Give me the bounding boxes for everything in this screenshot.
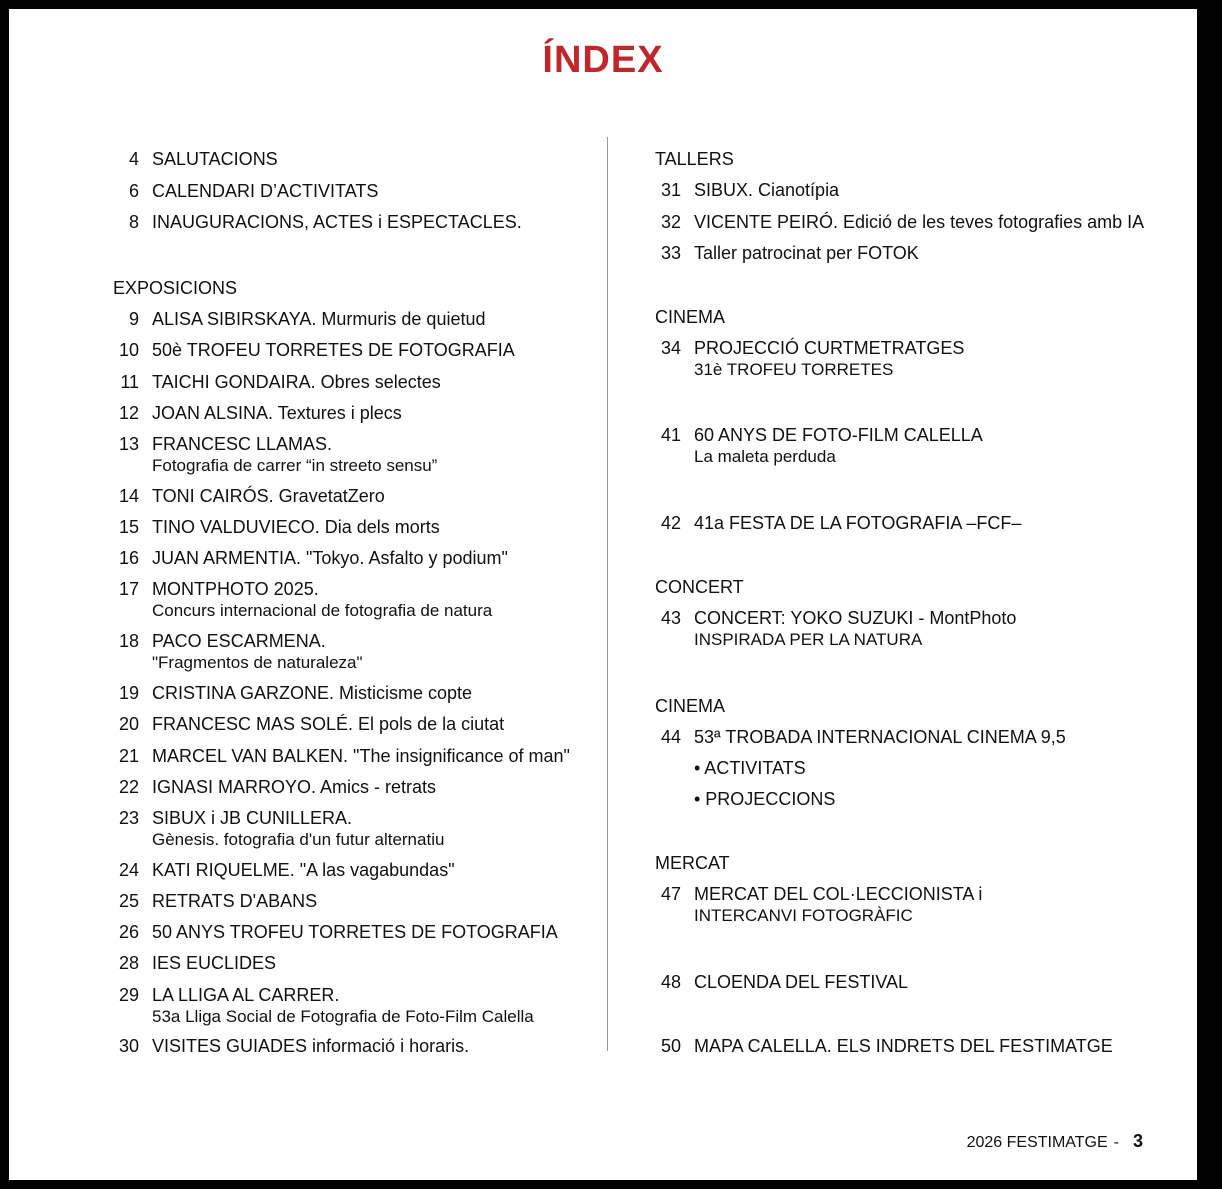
- entry-title: TAICHI GONDAIRA. Obres selectes: [152, 372, 441, 392]
- page-ref-number: 43: [660, 608, 681, 628]
- entry-title: VICENTE PEIRÓ. Edició de les teves fotografies amb IA: [694, 212, 1145, 232]
- page-ref-number: 10: [118, 340, 139, 360]
- section-heading-tallers: TALLERS: [655, 149, 734, 169]
- entry-title: MAPA CALELLA. ELS INDRETS DEL FESTIMATGE: [694, 1036, 1113, 1056]
- page-ref-number: 23: [118, 808, 139, 828]
- page-ref-number: 50: [660, 1036, 681, 1056]
- entry-title: INAUGURACIONS, ACTES i ESPECTACLES.: [152, 212, 522, 232]
- section-heading-mercat: MERCAT: [655, 853, 730, 873]
- entry-title: Taller patrocinat per FOTOK: [694, 243, 919, 263]
- page-ref-number: 18: [118, 631, 139, 651]
- entry-title: JUAN ARMENTIA. "Tokyo. Asfalto y podium": [152, 548, 508, 568]
- page-ref-number: 16: [118, 548, 139, 568]
- entry-subtitle: Gènesis. fotografia d'un futur alternatiu: [152, 830, 445, 849]
- entry-title: SIBUX i JB CUNILLERA.: [152, 808, 353, 828]
- page-number: 3: [1132, 1131, 1143, 1151]
- entry-title: IES EUCLIDES: [152, 953, 277, 973]
- page-ref-number: 24: [118, 860, 139, 880]
- entry-title: FRANCESC MAS SOLÉ. El pols de la ciutat: [152, 714, 505, 734]
- entry-title: MERCAT DEL COL·LECCIONISTA i: [694, 884, 983, 904]
- entry-title: 50è TROFEU TORRETES DE FOTOGRAFIA: [152, 340, 515, 360]
- page-ref-number: 21: [118, 746, 139, 766]
- bullet-item: • ACTIVITATS: [694, 758, 806, 778]
- page-ref-number: 25: [118, 891, 139, 911]
- page-ref-number: 14: [118, 486, 139, 506]
- entry-title: KATI RIQUELME. "A las vagabundas": [152, 860, 455, 880]
- entry-title: 50 ANYS TROFEU TORRETES DE FOTOGRAFIA: [152, 922, 558, 942]
- entry-title: ALISA SIBIRSKAYA. Murmuris de quietud: [152, 309, 486, 329]
- page-ref-number: 32: [660, 212, 681, 232]
- entry-title: FRANCESC LLAMAS.: [152, 434, 333, 454]
- entry-title: TINO VALDUVIECO. Dia dels morts: [152, 517, 440, 537]
- entry-title: PROJECCIÓ CURTMETRATGES: [694, 338, 965, 358]
- entry-title: SALUTACIONS: [152, 149, 278, 169]
- page-ref-number: 12: [118, 403, 139, 423]
- entry-title: SIBUX. Cianotípia: [694, 180, 840, 200]
- bullet-item: • PROJECCIONS: [694, 789, 836, 809]
- page-ref-number: 41: [660, 425, 681, 445]
- entry-title: MARCEL VAN BALKEN. "The insignificance of man": [152, 746, 570, 766]
- footer-separator: -: [1113, 1134, 1119, 1151]
- page-ref-number: 9: [128, 309, 139, 329]
- entry-title: CALENDARI D’ACTIVITATS: [152, 181, 379, 201]
- entry-subtitle: "Fragmentos de naturaleza": [152, 653, 363, 672]
- page-ref-number: 6: [128, 181, 139, 201]
- page-ref-number: 8: [128, 212, 139, 232]
- page-ref-number: 22: [118, 777, 139, 797]
- page-ref-number: 19: [118, 683, 139, 703]
- page-ref-number: 29: [118, 985, 139, 1005]
- page-ref-number: 44: [660, 727, 681, 747]
- page-ref-number: 31: [660, 180, 681, 200]
- entry-title: 41a FESTA DE LA FOTOGRAFIA –FCF–: [694, 513, 1022, 533]
- entry-title: CONCERT: YOKO SUZUKI - MontPhoto: [694, 608, 1017, 628]
- entry-title: 53ª TROBADA INTERNACIONAL CINEMA 9,5: [694, 727, 1066, 747]
- page-ref-number: 30: [118, 1036, 139, 1056]
- entry-subtitle: Fotografia de carrer “in streeto sensu”: [152, 456, 438, 475]
- footer-label: 2026 FESTIMATGE: [966, 1134, 1108, 1151]
- section-heading-cinema: CINEMA: [655, 307, 726, 327]
- entry-title: PACO ESCARMENA.: [152, 631, 326, 651]
- page-footer: [967, 1131, 1143, 1152]
- entry-title: RETRATS D'ABANS: [152, 891, 318, 911]
- entry-subtitle: INSPIRADA PER LA NATURA: [694, 630, 923, 649]
- entry-subtitle: 31è TROFEU TORRETES: [694, 360, 894, 379]
- entry-title: TONI CAIRÓS. GravetatZero: [152, 486, 385, 506]
- entry-subtitle: INTERCANVI FOTOGRÀFIC: [694, 906, 913, 925]
- entry-title: MONTPHOTO 2025.: [152, 579, 319, 599]
- section-heading-concert: CONCERT: [655, 577, 744, 597]
- page-ref-number: 4: [128, 149, 139, 169]
- entry-title: 60 ANYS DE FOTO-FILM CALELLA: [694, 425, 983, 445]
- section-heading-cinema-2: CINEMA: [655, 696, 726, 716]
- page-ref-number: 34: [660, 338, 681, 358]
- entry-subtitle: La maleta perduda: [694, 447, 836, 466]
- entry-subtitle: Concurs internacional de fotografia de natura: [152, 601, 493, 620]
- index-page: [9, 9, 1197, 1180]
- page-ref-number: 17: [118, 579, 139, 599]
- entry-title: IGNASI MARROYO. Amics - retrats: [152, 777, 437, 797]
- entry-title: CRISTINA GARZONE. Misticisme copte: [152, 683, 473, 703]
- page-ref-number: 33: [660, 243, 681, 263]
- section-heading-exposicions: EXPOSICIONS: [113, 278, 238, 298]
- page-ref-number: 20: [118, 714, 139, 734]
- page-ref-number: 11: [120, 372, 139, 392]
- entry-title: VISITES GUIADES informació i horaris.: [152, 1036, 470, 1056]
- page-ref-number: 47: [660, 884, 681, 904]
- page-ref-number: 48: [660, 972, 681, 992]
- entry-title: CLOENDA DEL FESTIVAL: [694, 972, 909, 992]
- page-ref-number: 13: [118, 434, 139, 454]
- page-ref-number: 28: [118, 953, 139, 973]
- page-ref-number: 15: [118, 517, 139, 537]
- entry-title: LA LLIGA AL CARRER.: [152, 985, 340, 1005]
- page-ref-number: 42: [660, 513, 681, 533]
- entry-subtitle: 53a Lliga Social de Fotografia de Foto-Film Calella: [152, 1007, 534, 1026]
- page-title: ÍNDEX: [542, 39, 664, 81]
- column-divider: [607, 137, 608, 1051]
- entry-title: JOAN ALSINA. Textures i plecs: [152, 403, 402, 423]
- page-ref-number: 26: [118, 922, 139, 942]
